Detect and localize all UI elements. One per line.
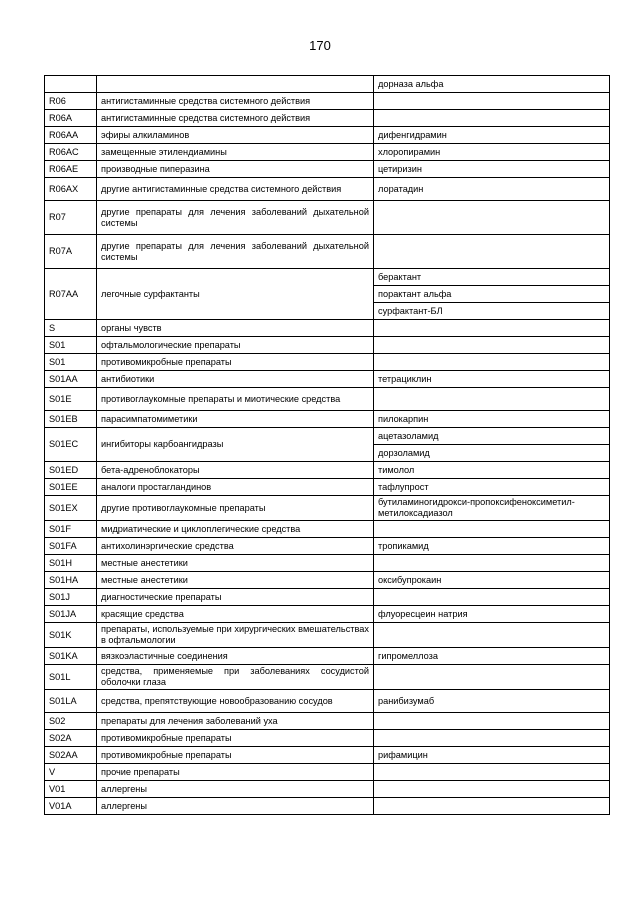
drug-name-cell: рифамицин <box>374 747 610 764</box>
drug-name-cell: лоратадин <box>374 178 610 201</box>
drug-name-cell: бутиламиногидрокси-пропоксифеноксиметил-метилоксадиазол <box>374 496 610 521</box>
drug-group-cell: ингибиторы карбоангидразы <box>97 428 374 462</box>
drug-name-cell <box>374 201 610 235</box>
atc-code-cell: R06A <box>45 110 97 127</box>
drug-name-cell: сурфактант-БЛ <box>374 303 610 320</box>
drug-group-cell: аналоги простагландинов <box>97 479 374 496</box>
table-row <box>45 764 610 781</box>
atc-code-cell: S01EX <box>45 496 97 521</box>
drug-name-cell <box>374 665 610 690</box>
table-row <box>45 144 610 161</box>
atc-code-cell: R07 <box>45 201 97 235</box>
drug-group-cell: мидриатические и циклоплегические средства <box>97 521 374 538</box>
table-row <box>45 781 610 798</box>
atc-code-cell: R06 <box>45 93 97 110</box>
table-row <box>45 730 610 747</box>
drug-name-cell <box>374 589 610 606</box>
atc-code-cell: S01AA <box>45 371 97 388</box>
drug-group-cell: другие противоглаукомные препараты <box>97 496 374 521</box>
table-row <box>45 538 610 555</box>
drug-group-cell: препараты для лечения заболеваний уха <box>97 713 374 730</box>
drug-name-cell <box>374 555 610 572</box>
atc-code-cell: S02A <box>45 730 97 747</box>
drug-group-cell: препараты, используемые при хирургических вмешательствах в офтальмологии <box>97 623 374 648</box>
drug-name-cell: берактант <box>374 269 610 286</box>
table-row <box>45 623 610 648</box>
drug-group-cell: другие препараты для лечения заболеваний дыхательной системы <box>97 235 374 269</box>
table-row <box>45 337 610 354</box>
drug-group-cell: диагностические препараты <box>97 589 374 606</box>
table-row <box>45 411 610 428</box>
drug-name-cell: оксибупрокаин <box>374 572 610 589</box>
table-row <box>45 521 610 538</box>
drug-name-cell: дифенгидрамин <box>374 127 610 144</box>
atc-code-cell: S02 <box>45 713 97 730</box>
table-row <box>45 648 610 665</box>
drug-name-cell: хлоропирамин <box>374 144 610 161</box>
drug-group-cell <box>97 76 374 93</box>
atc-code-cell: S01HA <box>45 572 97 589</box>
drug-classification-table <box>44 75 610 815</box>
drug-group-cell: антихолинэргические средства <box>97 538 374 555</box>
drug-name-cell: цетиризин <box>374 161 610 178</box>
drug-name-cell: тропикамид <box>374 538 610 555</box>
drug-name-cell <box>374 235 610 269</box>
drug-name-cell <box>374 713 610 730</box>
drug-group-cell: другие антигистаминные средства системного действия <box>97 178 374 201</box>
drug-group-cell: бета-адреноблокаторы <box>97 462 374 479</box>
table-row <box>45 127 610 144</box>
atc-code-cell: S01 <box>45 354 97 371</box>
table-row <box>45 713 610 730</box>
atc-code-cell: S01EE <box>45 479 97 496</box>
drug-name-cell: порактант альфа <box>374 286 610 303</box>
atc-code-cell: S01LA <box>45 690 97 713</box>
drug-name-cell: гипромеллоза <box>374 648 610 665</box>
table-row <box>45 93 610 110</box>
table-row <box>45 690 610 713</box>
drug-name-cell <box>374 730 610 747</box>
atc-code-cell: S01K <box>45 623 97 648</box>
drug-name-cell <box>374 781 610 798</box>
drug-group-cell: другие препараты для лечения заболеваний дыхательной системы <box>97 201 374 235</box>
table-row <box>45 428 610 445</box>
atc-code-cell: R07AA <box>45 269 97 320</box>
drug-group-cell: прочие препараты <box>97 764 374 781</box>
drug-name-cell: пилокарпин <box>374 411 610 428</box>
atc-code-cell: V01A <box>45 798 97 815</box>
drug-group-cell: замещенные этилендиамины <box>97 144 374 161</box>
drug-group-cell: эфиры алкиламинов <box>97 127 374 144</box>
drug-group-cell: противомикробные препараты <box>97 747 374 764</box>
drug-group-cell: органы чувств <box>97 320 374 337</box>
drug-name-cell: дорзоламид <box>374 445 610 462</box>
atc-code-cell: R06AC <box>45 144 97 161</box>
table-row <box>45 798 610 815</box>
drug-name-cell <box>374 354 610 371</box>
atc-code-cell: S01JA <box>45 606 97 623</box>
drug-name-cell: тимолол <box>374 462 610 479</box>
table-row <box>45 747 610 764</box>
drug-name-cell <box>374 337 610 354</box>
drug-group-cell: офтальмологические препараты <box>97 337 374 354</box>
drug-name-cell: тафлупрост <box>374 479 610 496</box>
table-row <box>45 269 610 286</box>
atc-code-cell: S02AA <box>45 747 97 764</box>
drug-name-cell <box>374 110 610 127</box>
table-row <box>45 110 610 127</box>
drug-group-cell: средства, применяемые при заболеваниях сосудистой оболочки глаза <box>97 665 374 690</box>
drug-name-cell <box>374 623 610 648</box>
atc-code-cell: R06AX <box>45 178 97 201</box>
drug-group-cell: легочные сурфактанты <box>97 269 374 320</box>
drug-group-cell: противомикробные препараты <box>97 730 374 747</box>
drug-group-cell: местные анестетики <box>97 572 374 589</box>
atc-code-cell: R06AE <box>45 161 97 178</box>
drug-name-cell <box>374 93 610 110</box>
table-row <box>45 371 610 388</box>
table-row <box>45 354 610 371</box>
drug-name-cell <box>374 798 610 815</box>
table-row <box>45 462 610 479</box>
drug-name-cell <box>374 521 610 538</box>
drug-group-cell: антигистаминные средства системного действия <box>97 93 374 110</box>
table-row <box>45 589 610 606</box>
table-row <box>45 555 610 572</box>
atc-code-cell: R06AA <box>45 127 97 144</box>
drug-group-cell: средства, препятствующие новообразованию сосудов <box>97 690 374 713</box>
drug-name-cell <box>374 320 610 337</box>
atc-code-cell: S01KA <box>45 648 97 665</box>
drug-name-cell <box>374 764 610 781</box>
drug-group-cell: местные анестетики <box>97 555 374 572</box>
table-row <box>45 161 610 178</box>
atc-code-cell <box>45 76 97 93</box>
drug-name-cell: дорназа альфа <box>374 76 610 93</box>
table-row <box>45 479 610 496</box>
table-row <box>45 178 610 201</box>
atc-code-cell: S01FA <box>45 538 97 555</box>
atc-code-cell: S01L <box>45 665 97 690</box>
drug-name-cell <box>374 388 610 411</box>
atc-code-cell: S01E <box>45 388 97 411</box>
atc-code-cell: S01EB <box>45 411 97 428</box>
table-row <box>45 76 610 93</box>
drug-name-cell: тетрациклин <box>374 371 610 388</box>
table-row <box>45 235 610 269</box>
atc-code-cell: S01F <box>45 521 97 538</box>
drug-group-cell: вязкоэластичные соединения <box>97 648 374 665</box>
table-row <box>45 201 610 235</box>
drug-group-cell: аллергены <box>97 781 374 798</box>
atc-code-cell: S01ED <box>45 462 97 479</box>
atc-code-cell: S01 <box>45 337 97 354</box>
atc-code-cell: S01J <box>45 589 97 606</box>
atc-code-cell: S01H <box>45 555 97 572</box>
drug-group-cell: аллергены <box>97 798 374 815</box>
drug-group-cell: антибиотики <box>97 371 374 388</box>
drug-name-cell: ранибизумаб <box>374 690 610 713</box>
page-number: 170 <box>309 38 331 53</box>
drug-group-cell: противоглаукомные препараты и миотические средства <box>97 388 374 411</box>
drug-name-cell: ацетазоламид <box>374 428 610 445</box>
atc-code-cell: V01 <box>45 781 97 798</box>
drug-group-cell: производные пиперазина <box>97 161 374 178</box>
table-row <box>45 388 610 411</box>
table-row <box>45 496 610 521</box>
atc-code-cell: S <box>45 320 97 337</box>
atc-code-cell: S01EC <box>45 428 97 462</box>
drug-group-cell: антигистаминные средства системного действия <box>97 110 374 127</box>
drug-name-cell: флуоресцеин натрия <box>374 606 610 623</box>
drug-group-cell: противомикробные препараты <box>97 354 374 371</box>
atc-code-cell: R07A <box>45 235 97 269</box>
table-row <box>45 320 610 337</box>
table-row <box>45 665 610 690</box>
table-row <box>45 572 610 589</box>
drug-group-cell: красящие средства <box>97 606 374 623</box>
table-row <box>45 606 610 623</box>
atc-code-cell: V <box>45 764 97 781</box>
drug-group-cell: парасимпатомиметики <box>97 411 374 428</box>
